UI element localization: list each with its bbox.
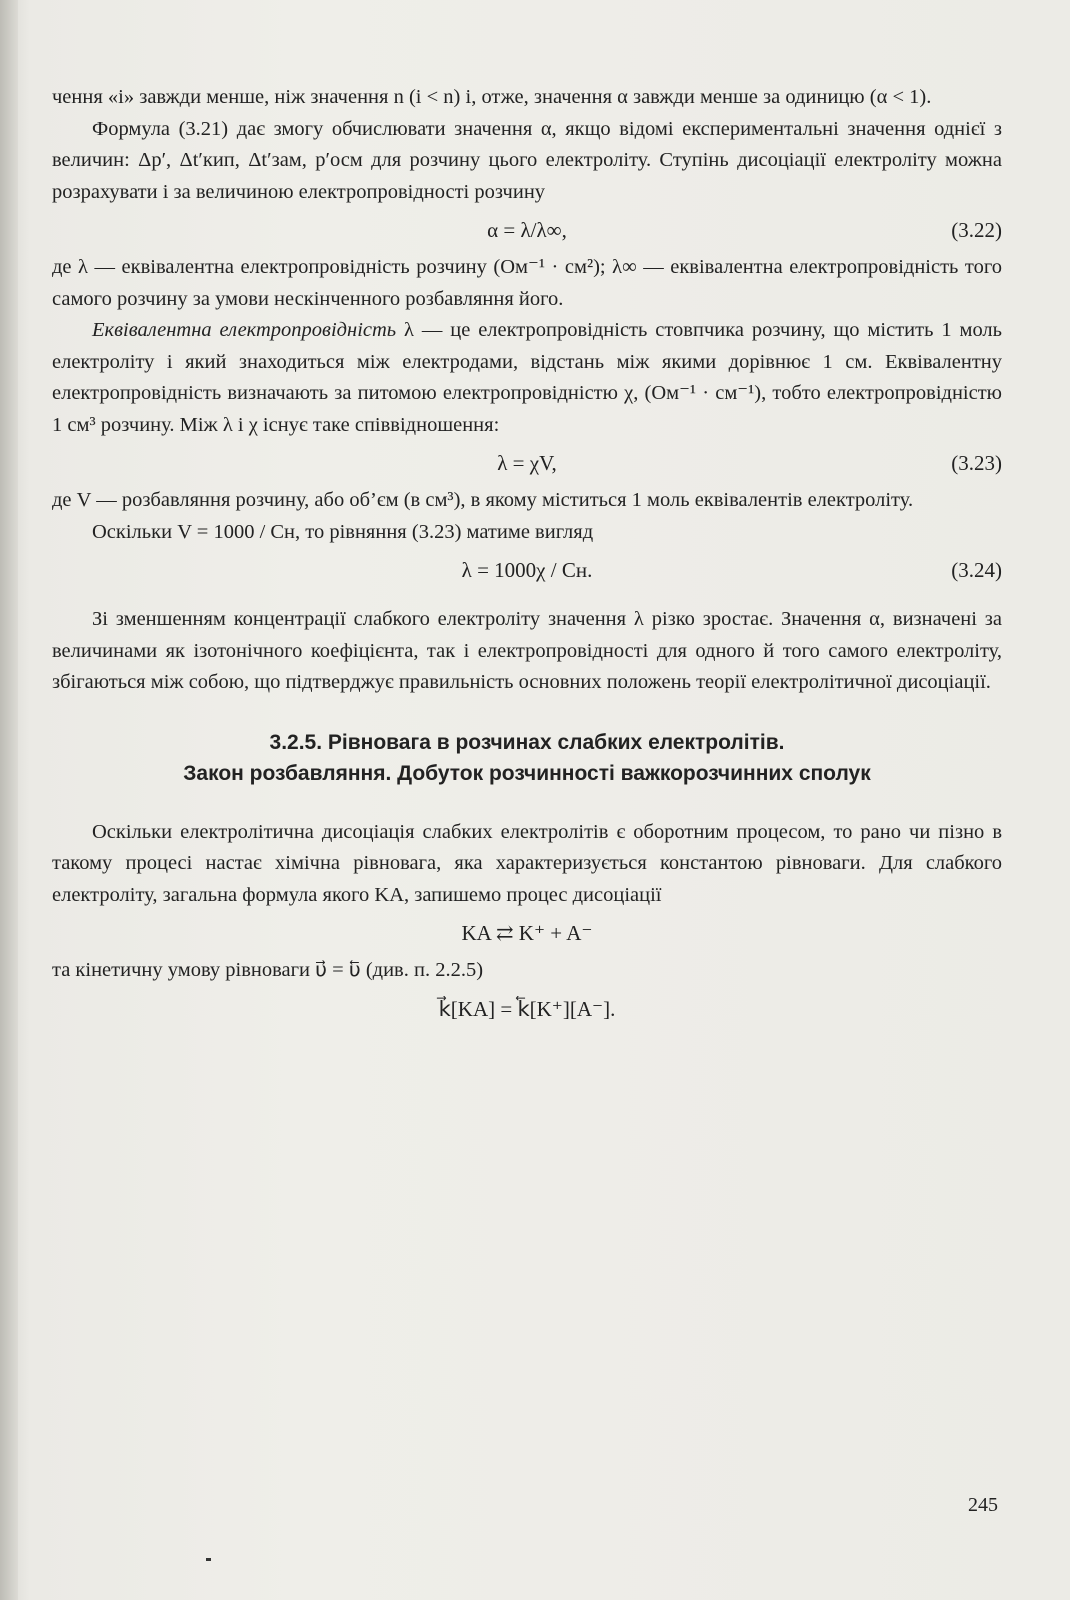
- equation-kinetic: [52, 987, 1002, 1031]
- paragraph-lambda-definition: де λ — еквівалентна електропровідність розчину (Ом⁻¹ · см²); λ∞ — еквівалентна електропровідність того самого розчину за умови нескінченного розбавляння його.: [52, 256, 1002, 310]
- equation-3-24-body: λ = 1000χ / Cн.: [461, 558, 593, 582]
- equation-3-22-number: (3.22): [951, 218, 1002, 242]
- page-content: [52, 82, 1002, 1031]
- paragraph-weak-electrolyte-equilibrium: Оскільки електролітична дисоціація слабких електролітів є оборотним процесом, то рано чи пізно в такому процесі настає хімічна рівновага, яка характеризується константою рівноваги. Для слабкого електроліту, загальна формула якого KA, запишемо процес дисоціації: [52, 820, 1002, 906]
- page-number: 245: [968, 1494, 998, 1516]
- section-heading-line-1: 3.2.5. Рівновага в розчинах слабких електролітів.: [269, 730, 785, 754]
- section-heading-line-2: Закон розбавляння. Добуток розчинності важкорозчинних сполук: [183, 761, 871, 785]
- equation-kinetic-body: k⃗[KA] = k⃖[K⁺][A⁻].: [438, 996, 616, 1021]
- print-speck: [206, 1558, 211, 1561]
- paragraph-formula-usage: Формула (3.21) дає змогу обчислювати значення α, якщо відомі експериментальні значення однієї з величин: Δp′, Δt′кип, Δt′зам, p′осм для розчину цього електроліту. Ступінь дисоціації електроліту можна розрахувати і за величиною електропровідності розчину: [52, 117, 1002, 203]
- term-equivalent-conductivity: Еквівалентна електропровідність: [92, 319, 397, 341]
- paragraph-concentration-decrease: Зі зменшенням концентрації слабкого електроліту значення λ різко зростає. Значення α, визначені за величинами як ізотонічного коефіцієнта, так і електропровідності для одного й того самого електроліту, збігаються між собою, що підтверджує правильність основних положень теорії електролітичної дисоціації.: [52, 608, 1002, 693]
- equation-3-23-body: λ = χV,: [497, 451, 557, 475]
- equation-3-23-number: (3.23): [951, 451, 1002, 475]
- equation-3-24: [52, 548, 1002, 592]
- equation-3-23: [52, 441, 1002, 485]
- paragraph-continuation: чення «i» завжди менше, ніж значення n (i < n) і, отже, значення α завжди менше за одиницю (α < 1).: [52, 86, 932, 108]
- paragraph-since-v: Оскільки V = 1000 / Cн, то рівняння (3.23) матиме вигляд: [92, 520, 594, 543]
- paragraph-equivalent-conductivity: [52, 315, 1002, 441]
- equation-3-22: [52, 208, 1002, 252]
- section-heading: [52, 727, 1002, 789]
- page-binding-shadow: [0, 0, 18, 1600]
- equation-dissociation-body: KA ⇄ K⁺ + A⁻: [461, 921, 593, 945]
- equation-dissociation: [52, 911, 1002, 955]
- paragraph-dilution-definition: де V — розбавляння розчину, або об’єм (в см³), в якому міститься 1 моль еквівалентів електроліту.: [52, 489, 914, 511]
- paragraph-kinetic-condition: та кінетичну умову рівноваги υ⃗ = υ⃖ (див. п. 2.2.5): [52, 959, 484, 981]
- equation-3-22-body: α = λ/λ∞,: [487, 218, 567, 242]
- equation-3-24-number: (3.24): [951, 558, 1002, 582]
- paragraph-equivalent-conductivity-text: λ — це електропровідність стовпчика розчину, що містить 1 моль електроліту і який знаходиться між електродами, відстань між якими дорівнює 1 см. Еквівалентну електропровідність визначають за питомою електропровідністю χ, (Ом⁻¹ · см⁻¹), тобто електропровідністю 1 см³ розчину. Між λ і χ існує таке співвідношення:: [52, 319, 1003, 436]
